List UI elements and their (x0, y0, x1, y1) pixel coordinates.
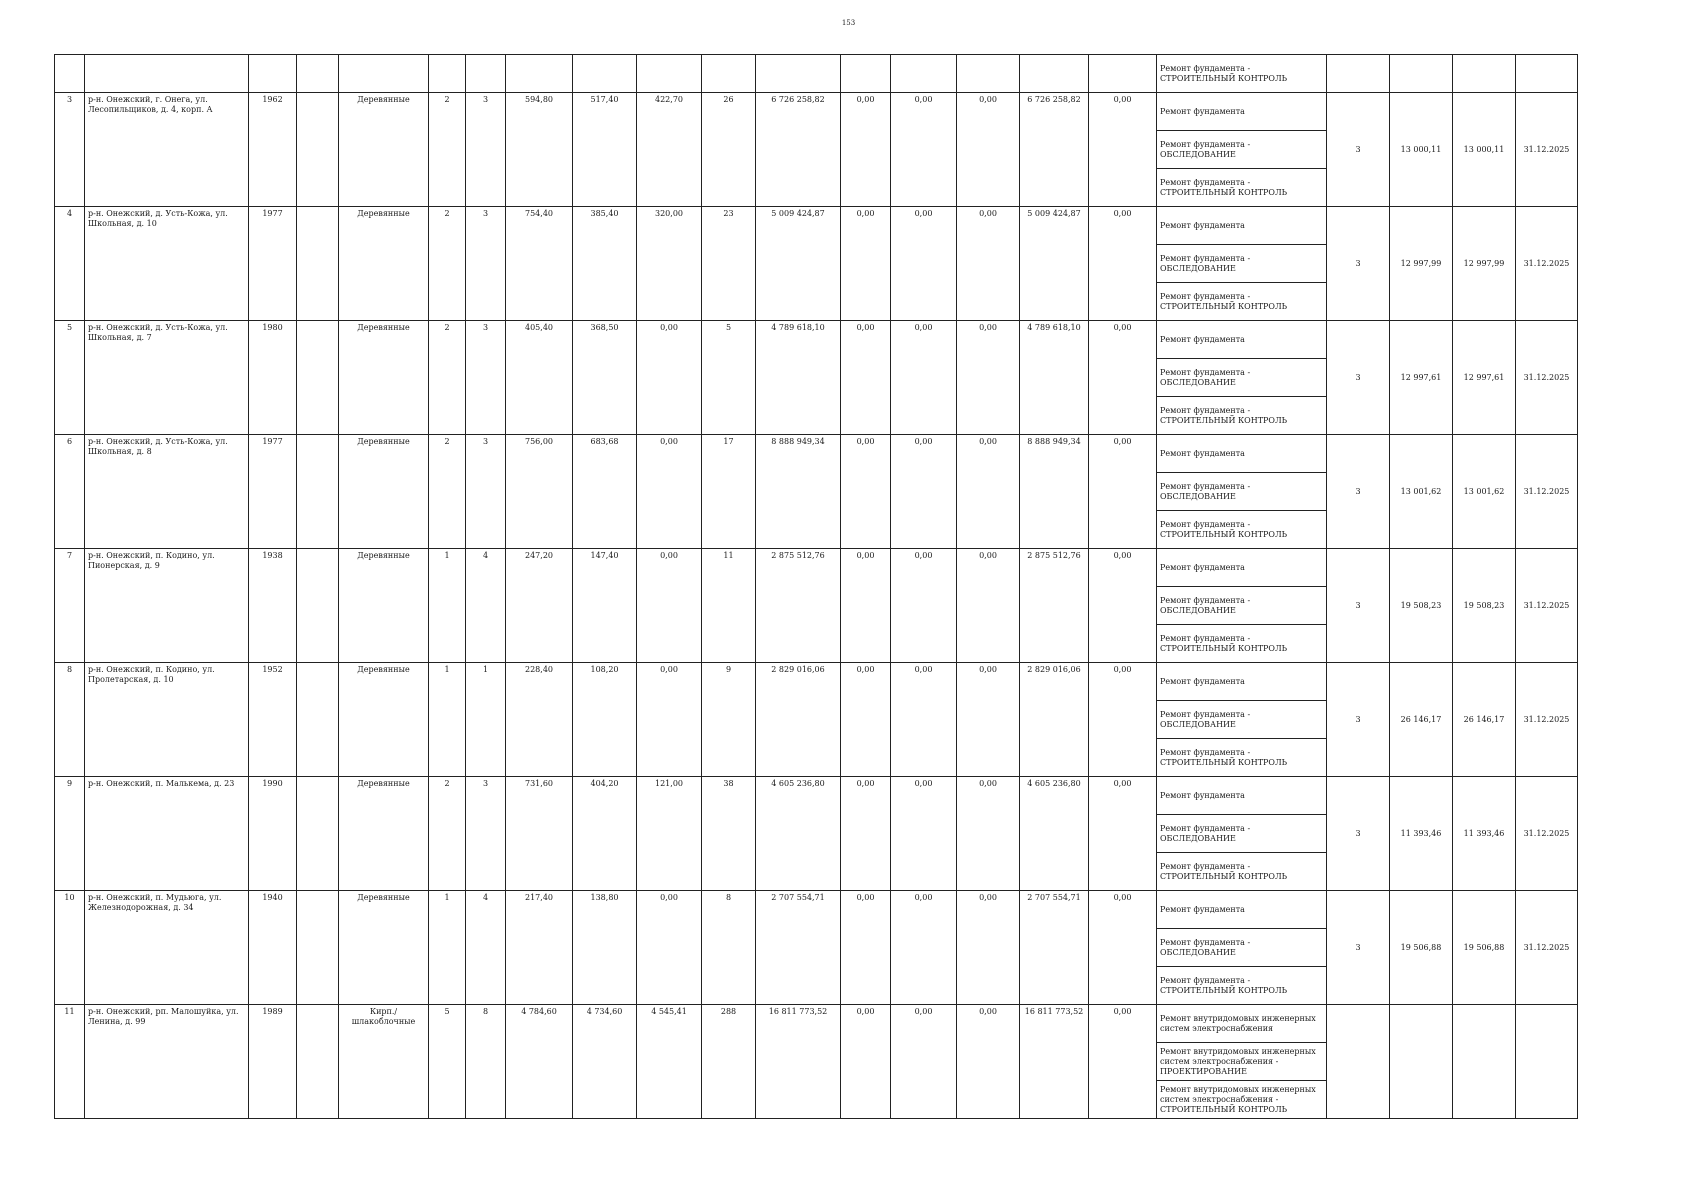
cell-unit: 3 (1327, 549, 1390, 663)
cell-area-total: 731,60 (506, 777, 573, 891)
cell-entrances: 3 (466, 93, 506, 207)
work-item: Ремонт фундамента - ОБСЛЕДОВАНИЕ (1157, 815, 1327, 853)
table-row (55, 93, 1578, 131)
cell-cost-total: 8 888 949,34 (756, 435, 841, 549)
cell-floors: 2 (429, 207, 466, 321)
cell-entrances: 4 (466, 549, 506, 663)
cell-cost-total: 2 707 554,71 (756, 891, 841, 1005)
cell-empty (297, 207, 339, 321)
table-row (55, 321, 1578, 359)
work-item: Ремонт фундамента - СТРОИТЕЛЬНЫЙ КОНТРОЛЬ (1157, 967, 1327, 1005)
cell-floors: 2 (429, 93, 466, 207)
cell-price1: 12 997,99 (1390, 207, 1453, 321)
cell-cost-owners: 2 829 016,06 (1020, 663, 1089, 777)
cell-cost-owners: 4 605 236,80 (1020, 777, 1089, 891)
cell-area-private: 0,00 (637, 435, 702, 549)
cell-f1: 0,00 (841, 777, 891, 891)
cell-area-total: 594,80 (506, 93, 573, 207)
cell-address: р-н. Онежский, г. Онега, ул. Лесопильщиков, д. 4, корп. А (85, 93, 249, 207)
cell-entrances: 3 (466, 435, 506, 549)
cell-entrances: 3 (466, 777, 506, 891)
cell-cost-total: 6 726 258,82 (756, 93, 841, 207)
cell-unit: 3 (1327, 435, 1390, 549)
cell-residents: 11 (702, 549, 756, 663)
cell-price1: 13 000,11 (1390, 93, 1453, 207)
cell-cost-total: 4 605 236,80 (756, 777, 841, 891)
cell-price2: 19 506,88 (1453, 891, 1516, 1005)
cell-f2: 0,00 (891, 663, 957, 777)
cell-deadline: 31.12.2025 (1516, 777, 1578, 891)
cell-material: Деревянные (339, 207, 429, 321)
cell-deadline: 31.12.2025 (1516, 891, 1578, 1005)
cell-area-total: 228,40 (506, 663, 573, 777)
cell-address: р-н. Онежский, п. Кодино, ул. Пионерская, д. 9 (85, 549, 249, 663)
cell-f3: 0,00 (957, 321, 1020, 435)
cell-address: р-н. Онежский, д. Усть-Кожа, ул. Школьная, д. 10 (85, 207, 249, 321)
cell-area-private: 0,00 (637, 321, 702, 435)
cell-f1: 0,00 (841, 1005, 891, 1119)
cell-area-living: 683,68 (573, 435, 637, 549)
work-item: Ремонт фундамента (1157, 891, 1327, 929)
cell-area-living: 404,20 (573, 777, 637, 891)
work-item: Ремонт внутридомовых инженерных систем электроснабжения - ПРОЕКТИРОВАНИЕ (1157, 1043, 1327, 1081)
cell-empty (297, 891, 339, 1005)
work-item: Ремонт фундамента - СТРОИТЕЛЬНЫЙ КОНТРОЛЬ (1157, 853, 1327, 891)
cell-area-living: 368,50 (573, 321, 637, 435)
cell-price2: 19 508,23 (1453, 549, 1516, 663)
cell-residents: 5 (702, 321, 756, 435)
cell-price2: 11 393,46 (1453, 777, 1516, 891)
cell-empty (297, 663, 339, 777)
work-item: Ремонт фундамента - СТРОИТЕЛЬНЫЙ КОНТРОЛЬ (1157, 511, 1327, 549)
cell-f4: 0,00 (1089, 321, 1157, 435)
cell-f4: 0,00 (1089, 1005, 1157, 1119)
cell-unit: 3 (1327, 777, 1390, 891)
cell-price1: 26 146,17 (1390, 663, 1453, 777)
cell-floors: 5 (429, 1005, 466, 1119)
cell-empty (297, 93, 339, 207)
cell-cost-owners: 2 875 512,76 (1020, 549, 1089, 663)
cell-floors: 2 (429, 435, 466, 549)
cell-num: 4 (55, 207, 85, 321)
cell-cost-total: 2 829 016,06 (756, 663, 841, 777)
cell-f3: 0,00 (957, 207, 1020, 321)
cell-price2: 13 000,11 (1453, 93, 1516, 207)
cell-unit: 3 (1327, 663, 1390, 777)
cell-material: Деревянные (339, 321, 429, 435)
cell-residents: 288 (702, 1005, 756, 1119)
cell-entrances: 3 (466, 321, 506, 435)
cell-area-private: 0,00 (637, 891, 702, 1005)
cell-year: 1940 (249, 891, 297, 1005)
cell-year: 1952 (249, 663, 297, 777)
cell-num: 7 (55, 549, 85, 663)
cell-price2: 26 146,17 (1453, 663, 1516, 777)
cell-cost-owners: 5 009 424,87 (1020, 207, 1089, 321)
cell-cost-total: 5 009 424,87 (756, 207, 841, 321)
cell-deadline: 31.12.2025 (1516, 321, 1578, 435)
cell-area-living: 138,80 (573, 891, 637, 1005)
cell-f2: 0,00 (891, 891, 957, 1005)
cell-f2: 0,00 (891, 435, 957, 549)
cell-f1: 0,00 (841, 321, 891, 435)
cell-f4: 0,00 (1089, 435, 1157, 549)
cell-f1: 0,00 (841, 549, 891, 663)
work-item: Ремонт фундамента - СТРОИТЕЛЬНЫЙ КОНТРОЛЬ (1157, 55, 1327, 93)
table-row (55, 1005, 1578, 1043)
work-item: Ремонт фундамента - ОБСЛЕДОВАНИЕ (1157, 473, 1327, 511)
cell-material: Деревянные (339, 663, 429, 777)
cell-price1: 13 001,62 (1390, 435, 1453, 549)
cell-residents: 9 (702, 663, 756, 777)
cell-year: 1962 (249, 93, 297, 207)
cell-price1: 11 393,46 (1390, 777, 1453, 891)
cell-f3: 0,00 (957, 777, 1020, 891)
cell-address: р-н. Онежский, п. Мудьюга, ул. Железнодорожная, д. 34 (85, 891, 249, 1005)
work-item: Ремонт фундамента - ОБСЛЕДОВАНИЕ (1157, 131, 1327, 169)
cell-year: 1938 (249, 549, 297, 663)
work-item: Ремонт фундамента (1157, 93, 1327, 131)
cell-cost-owners: 8 888 949,34 (1020, 435, 1089, 549)
cell-unit: 3 (1327, 93, 1390, 207)
cell-material: Деревянные (339, 549, 429, 663)
cell-deadline (1516, 1005, 1578, 1119)
cell-floors: 1 (429, 891, 466, 1005)
cell-price2: 12 997,99 (1453, 207, 1516, 321)
cell-area-total: 754,40 (506, 207, 573, 321)
cell-f3: 0,00 (957, 549, 1020, 663)
cell-area-living: 4 734,60 (573, 1005, 637, 1119)
cell-f1: 0,00 (841, 207, 891, 321)
cell-price1 (1390, 1005, 1453, 1119)
cell-area-living: 108,20 (573, 663, 637, 777)
cell-num: 3 (55, 93, 85, 207)
work-item: Ремонт фундамента - СТРОИТЕЛЬНЫЙ КОНТРОЛЬ (1157, 397, 1327, 435)
cell-address: р-н. Онежский, д. Усть-Кожа, ул. Школьная, д. 7 (85, 321, 249, 435)
cell-area-private: 422,70 (637, 93, 702, 207)
cell-address: р-н. Онежский, д. Усть-Кожа, ул. Школьная, д. 8 (85, 435, 249, 549)
cell-unit: 3 (1327, 207, 1390, 321)
cell-num: 10 (55, 891, 85, 1005)
work-item: Ремонт внутридомовых инженерных систем электроснабжения (1157, 1005, 1327, 1043)
cell-material: Деревянные (339, 891, 429, 1005)
cell-residents: 8 (702, 891, 756, 1005)
cell-cost-total: 2 875 512,76 (756, 549, 841, 663)
cell-area-total: 756,00 (506, 435, 573, 549)
work-item: Ремонт фундамента - ОБСЛЕДОВАНИЕ (1157, 929, 1327, 967)
cell-f2: 0,00 (891, 321, 957, 435)
cell-f4: 0,00 (1089, 207, 1157, 321)
cell-f2: 0,00 (891, 1005, 957, 1119)
work-item: Ремонт фундамента (1157, 321, 1327, 359)
cell-entrances: 4 (466, 891, 506, 1005)
cell-cost-owners: 4 789 618,10 (1020, 321, 1089, 435)
cell-f2: 0,00 (891, 777, 957, 891)
cell-deadline: 31.12.2025 (1516, 207, 1578, 321)
cell-deadline: 31.12.2025 (1516, 549, 1578, 663)
cell-num: 8 (55, 663, 85, 777)
table-row (55, 549, 1578, 587)
table-row (55, 207, 1578, 245)
cell-material: Деревянные (339, 777, 429, 891)
work-item: Ремонт фундамента - ОБСЛЕДОВАНИЕ (1157, 245, 1327, 283)
cell-f3: 0,00 (957, 1005, 1020, 1119)
cell-f4: 0,00 (1089, 549, 1157, 663)
cell-residents: 23 (702, 207, 756, 321)
cell-area-private: 4 545,41 (637, 1005, 702, 1119)
table-row (55, 435, 1578, 473)
cell-f1: 0,00 (841, 891, 891, 1005)
cell-f4: 0,00 (1089, 891, 1157, 1005)
cell-cost-owners: 16 811 773,52 (1020, 1005, 1089, 1119)
work-item: Ремонт фундамента - СТРОИТЕЛЬНЫЙ КОНТРОЛЬ (1157, 283, 1327, 321)
cell-f4: 0,00 (1089, 663, 1157, 777)
cell-area-private: 0,00 (637, 549, 702, 663)
page-number: 153 (841, 19, 856, 27)
cell-residents: 17 (702, 435, 756, 549)
cell-residents: 38 (702, 777, 756, 891)
cell-unit: 3 (1327, 891, 1390, 1005)
cell-num: 5 (55, 321, 85, 435)
work-item: Ремонт фундамента - СТРОИТЕЛЬНЫЙ КОНТРОЛЬ (1157, 625, 1327, 663)
cell-area-private: 320,00 (637, 207, 702, 321)
cell-material: Кирп./ шлакоблочные (339, 1005, 429, 1119)
cell-f2: 0,00 (891, 549, 957, 663)
cell-year: 1989 (249, 1005, 297, 1119)
table-row (55, 663, 1578, 701)
cell-area-living: 517,40 (573, 93, 637, 207)
work-item: Ремонт фундамента (1157, 207, 1327, 245)
work-item: Ремонт фундамента - ОБСЛЕДОВАНИЕ (1157, 701, 1327, 739)
cell-address: р-н. Онежский, рп. Малошуйка, ул. Ленина, д. 99 (85, 1005, 249, 1119)
cell-f4: 0,00 (1089, 777, 1157, 891)
cell-entrances: 8 (466, 1005, 506, 1119)
work-item: Ремонт фундамента (1157, 549, 1327, 587)
work-item: Ремонт фундамента (1157, 435, 1327, 473)
continuation-row (55, 55, 1578, 93)
cell-area-total: 217,40 (506, 891, 573, 1005)
work-item: Ремонт фундамента (1157, 663, 1327, 701)
cell-f1: 0,00 (841, 663, 891, 777)
cell-empty (297, 549, 339, 663)
cell-year: 1977 (249, 435, 297, 549)
cell-year: 1980 (249, 321, 297, 435)
cell-cost-owners: 2 707 554,71 (1020, 891, 1089, 1005)
cell-empty (297, 777, 339, 891)
cell-f4: 0,00 (1089, 93, 1157, 207)
cell-area-total: 4 784,60 (506, 1005, 573, 1119)
cell-year: 1990 (249, 777, 297, 891)
cell-price2: 12 997,61 (1453, 321, 1516, 435)
cell-floors: 2 (429, 321, 466, 435)
cell-area-living: 385,40 (573, 207, 637, 321)
repair-register-table (54, 54, 1578, 1119)
cell-f3: 0,00 (957, 663, 1020, 777)
cell-address: р-н. Онежский, п. Малькема, д. 23 (85, 777, 249, 891)
cell-empty (297, 435, 339, 549)
cell-floors: 2 (429, 777, 466, 891)
work-item: Ремонт внутридомовых инженерных систем электроснабжения - СТРОИТЕЛЬНЫЙ КОНТРОЛЬ (1157, 1081, 1327, 1119)
cell-price2: 13 001,62 (1453, 435, 1516, 549)
cell-address: р-н. Онежский, п. Кодино, ул. Пролетарская, д. 10 (85, 663, 249, 777)
work-item: Ремонт фундамента - СТРОИТЕЛЬНЫЙ КОНТРОЛЬ (1157, 739, 1327, 777)
cell-entrances: 1 (466, 663, 506, 777)
cell-deadline: 31.12.2025 (1516, 435, 1578, 549)
cell-f3: 0,00 (957, 93, 1020, 207)
cell-cost-total: 4 789 618,10 (756, 321, 841, 435)
cell-unit (1327, 1005, 1390, 1119)
table-row (55, 891, 1578, 929)
table-row (55, 777, 1578, 815)
cell-f1: 0,00 (841, 93, 891, 207)
cell-empty (297, 1005, 339, 1119)
cell-area-total: 405,40 (506, 321, 573, 435)
cell-deadline: 31.12.2025 (1516, 663, 1578, 777)
cell-num: 11 (55, 1005, 85, 1119)
cell-price1: 19 508,23 (1390, 549, 1453, 663)
cell-price1: 12 997,61 (1390, 321, 1453, 435)
cell-material: Деревянные (339, 435, 429, 549)
cell-floors: 1 (429, 549, 466, 663)
work-item: Ремонт фундамента (1157, 777, 1327, 815)
cell-f2: 0,00 (891, 93, 957, 207)
cell-cost-owners: 6 726 258,82 (1020, 93, 1089, 207)
cell-deadline: 31.12.2025 (1516, 93, 1578, 207)
cell-entrances: 3 (466, 207, 506, 321)
cell-cost-total: 16 811 773,52 (756, 1005, 841, 1119)
cell-area-private: 121,00 (637, 777, 702, 891)
cell-unit: 3 (1327, 321, 1390, 435)
work-item: Ремонт фундамента - СТРОИТЕЛЬНЫЙ КОНТРОЛЬ (1157, 169, 1327, 207)
work-item: Ремонт фундамента - ОБСЛЕДОВАНИЕ (1157, 359, 1327, 397)
cell-material: Деревянные (339, 93, 429, 207)
cell-f1: 0,00 (841, 435, 891, 549)
cell-price1: 19 506,88 (1390, 891, 1453, 1005)
cell-f2: 0,00 (891, 207, 957, 321)
cell-price2 (1453, 1005, 1516, 1119)
cell-num: 6 (55, 435, 85, 549)
cell-area-private: 0,00 (637, 663, 702, 777)
cell-floors: 1 (429, 663, 466, 777)
cell-empty (297, 321, 339, 435)
cell-f3: 0,00 (957, 435, 1020, 549)
cell-year: 1977 (249, 207, 297, 321)
cell-f3: 0,00 (957, 891, 1020, 1005)
cell-residents: 26 (702, 93, 756, 207)
cell-num: 9 (55, 777, 85, 891)
cell-area-living: 147,40 (573, 549, 637, 663)
cell-area-total: 247,20 (506, 549, 573, 663)
work-item: Ремонт фундамента - ОБСЛЕДОВАНИЕ (1157, 587, 1327, 625)
